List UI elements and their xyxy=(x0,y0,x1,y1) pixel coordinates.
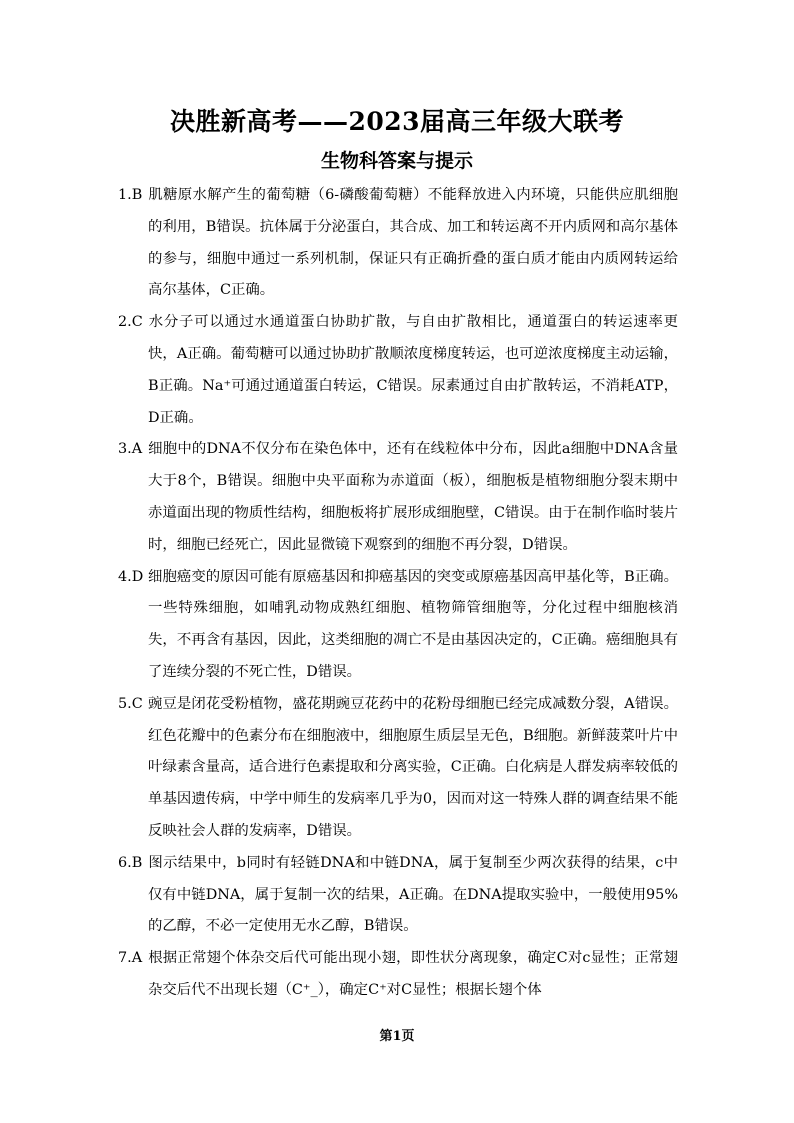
answer-number: 1.B xyxy=(118,187,143,203)
answer-text: 豌豆是闭花受粉植物，盛花期豌豆花药中的花粉母细胞已经完成减数分裂，A错误。红色花瓣中的色素分布在细胞液中，细胞原生质层呈无色，B细胞。新鲜菠菜叶片中叶绿素含量高，适合进行色素提取和分离实验，C正确。白化病是人群发病率较低的单基因遗传病，中学中师生的发病率几乎为0，因而对这一特殊人群的调查结果不能反映社会人群的发病率，D错误。 xyxy=(148,695,678,839)
answer-item-4 xyxy=(118,562,678,689)
answer-number: 3.A xyxy=(118,441,143,458)
answer-item-6 xyxy=(118,848,678,943)
answer-text: 水分子可以通过水通道蛋白协助扩散，与自由扩散相比，通道蛋白的转运速率更快，A正确。葡萄糖可以通过协助扩散顺浓度梯度转运，也可逆浓度梯度主动运输，B正确。Na⁺可通过通道蛋白转运，C错误。尿素通过自由扩散转运，不消耗ATP，D正确。 xyxy=(148,314,678,426)
page-number: 第1页 xyxy=(379,1029,415,1044)
answer-text: 图示结果中，b同时有轻链DNA和中链DNA，属于复制至少两次获得的结果，c中仅有中链DNA，属于复制一次的结果，A正确。在DNA提取实验中，一般使用95%的乙醇，不必一定使用无水乙醇，B错误。 xyxy=(148,854,678,935)
answer-item-1 xyxy=(118,180,678,307)
answer-number: 4.D xyxy=(118,568,144,585)
page-title: 决胜新高考——2023届高三年级大联考 xyxy=(169,107,625,136)
answer-item-2 xyxy=(118,307,678,434)
answer-item-3 xyxy=(118,434,678,561)
page-subtitle: 生物科答案与提示 xyxy=(320,150,473,172)
answer-text: 细胞癌变的原因可能有原癌基因和抑癌基因的突变或原癌基因高甲基化等，B正确。一些特殊细胞，如哺乳动物成熟红细胞、植物筛管细胞等，分化过程中细胞核消失，不再含有基因，因此，这类细胞的凋亡不是由基因决定的，C正确。癌细胞具有了连续分裂的不死亡性，D错误。 xyxy=(148,568,678,680)
answer-text: 肌糖原水解产生的葡萄糖（6-磷酸葡萄糖）不能释放进入内环境，只能供应肌细胞的利用，B错误。抗体属于分泌蛋白，其合成、加工和转运离不开内质网和高尔基体的参与，细胞中通过一系列机制，保证只有正确折叠的蛋白质才能由内质网转运给高尔基体，C正确。 xyxy=(148,187,678,299)
answer-number: 7.A xyxy=(118,950,143,967)
answer-item-5 xyxy=(118,689,678,848)
answer-text: 细胞中的DNA不仅分布在染色体中，还有在线粒体中分布，因此a细胞中DNA含量大于8个，B错误。细胞中央平面称为赤道面（板），细胞板是植物细胞分裂末期中赤道面出现的物质性结构，细胞板将扩展形成细胞壁，C错误。由于在制作临时装片时，细胞已经死亡，因此显微镜下观察到的细胞不再分裂，D错误。 xyxy=(148,441,678,553)
answer-text: 根据正常翅个体杂交后代可能出现小翅，即性状分离现象，确定C对c显性；正常翅杂交后代不出现长翅（C⁺_），确定C⁺对C显性；根据长翅个体 xyxy=(148,950,678,998)
answer-item-7 xyxy=(118,943,678,1007)
answer-list xyxy=(118,180,678,1007)
answer-number: 5.C xyxy=(118,695,143,712)
answer-number: 2.C xyxy=(118,314,143,331)
answer-number: 6.B xyxy=(118,854,143,871)
